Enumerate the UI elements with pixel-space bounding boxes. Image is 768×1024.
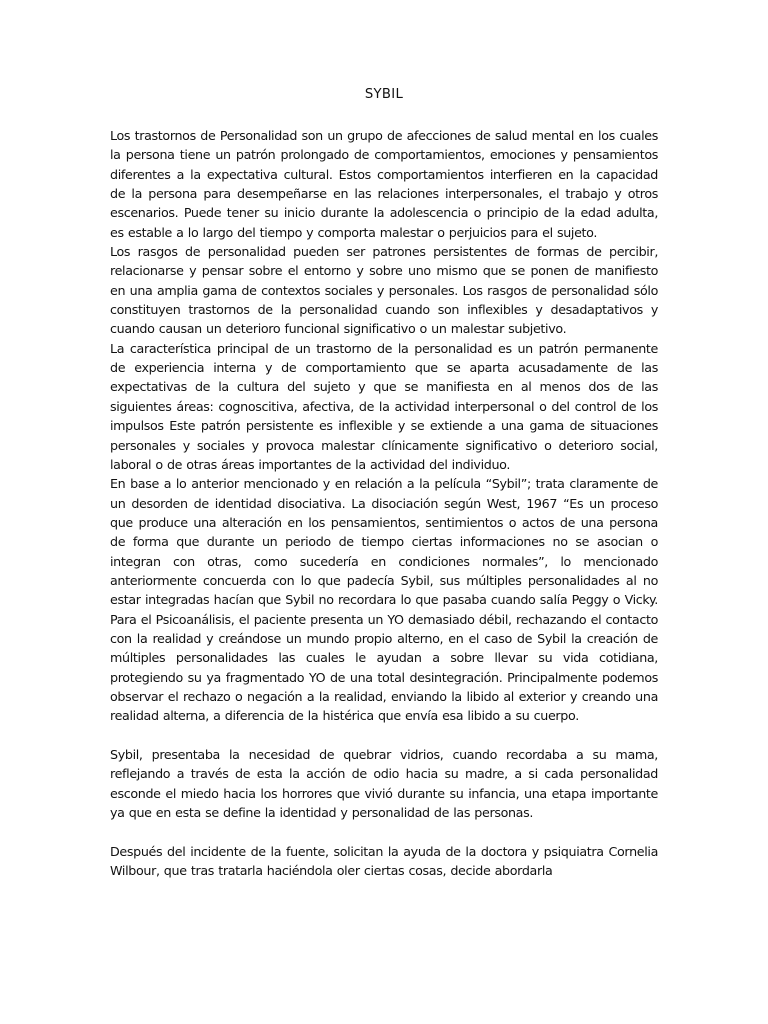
- paragraph-personality-traits: Los rasgos de personalidad pueden ser patrones persistentes de formas de percibir, relacionarse y pensar sobre el entorno y sobre uno mismo que se ponen de manifiesto en una amplia gama de contextos sociales y personales. Los rasgos de personalidad sólo constituyen trastornos de la personalidad cuando son inflexibles y desadaptativos y cuando causan un deterioro funcional significativo o un malestar subjetivo.: [110, 244, 658, 337]
- paragraph-personality-disorders: Los trastornos de Personalidad son un grupo de afecciones de salud mental en los cuales la persona tiene un patrón prolongado de comportamientos, emociones y pensamientos diferentes a la expectativa cultural. Estos comportamientos interfieren en la capacidad de la persona para desempeñarse en las relaciones interpersonales, el trabajo y otros escenarios. Puede tener su inicio durante la adolescencia o principio de la edad adulta, es estable a lo largo del tiempo y comporta malestar o perjuicios para el sujeto.: [110, 128, 658, 240]
- paragraph-sybil-dissociation: En base a lo anterior mencionado y en relación a la película “Sybil”; trata claramente de un desorden de identidad disociativa. La disociación según West, 1967 “Es un proceso que produce una alteración en los pensamientos, sentimientos o actos de una persona de forma que durante un periodo de tiempo ciertas informaciones no se asocian o integran con otras, como sucedería en condiciones normales”, lo mencionado anteriormente concuerda con lo que padecía Sybil, sus múltiples personalidades al no estar integradas hacían que Sybil no recordara lo que pasaba cuando salía Peggy o Vicky. Para el Psicoanálisis, el paciente presenta un YO demasiado débil, rechazando el contacto con la realidad y creándose un mundo propio alterno, en el caso de Sybil la creación de múltiples personalidades las cuales le ayudan a sobre llevar su vida cotidiana, protegiendo su ya fragmentado YO de una total desintegración. Principalmente podemos observar el rechazo o negación a la realidad, enviando la libido al exterior y creando una realidad alterna, a diferencia de la histérica que envía esa libido a su cuerpo.: [110, 476, 658, 724]
- paragraph-breaking-glass: Sybil, presentaba la necesidad de quebrar vidrios, cuando recordaba a su mama, reflejando a través de esta la acción de odio hacia su madre, a si cada personalidad esconde el miedo hacia los horrores que vivió durante su infancia, una etapa importante ya que en esta se define la identidad y personalidad de las personas.: [110, 747, 658, 821]
- paragraph-fountain-incident: Después del incidente de la fuente, solicitan la ayuda de la doctora y psiquiatra Cornelia Wilbour, que tras tratarla haciéndola oler ciertas cosas, decide abordarla: [110, 843, 658, 879]
- document-title: SYBIL: [364, 87, 404, 102]
- paragraph-main-characteristic: La característica principal de un trastorno de la personalidad es un patrón permanente de experiencia interna y de comportamiento que se aparta acusadamente de las expectativas de la cultura del sujeto y que se manifiesta en al menos dos de las siguientes áreas: cognoscitiva, afectiva, de la actividad interpersonal o del control de los impulsos Este patrón persistente es inflexible y se extiende a una gama de situaciones personales y sociales y provoca malestar clínicamente significativo o deterioro social, laboral o de otras áreas importantes de la actividad del individuo.: [110, 340, 658, 472]
